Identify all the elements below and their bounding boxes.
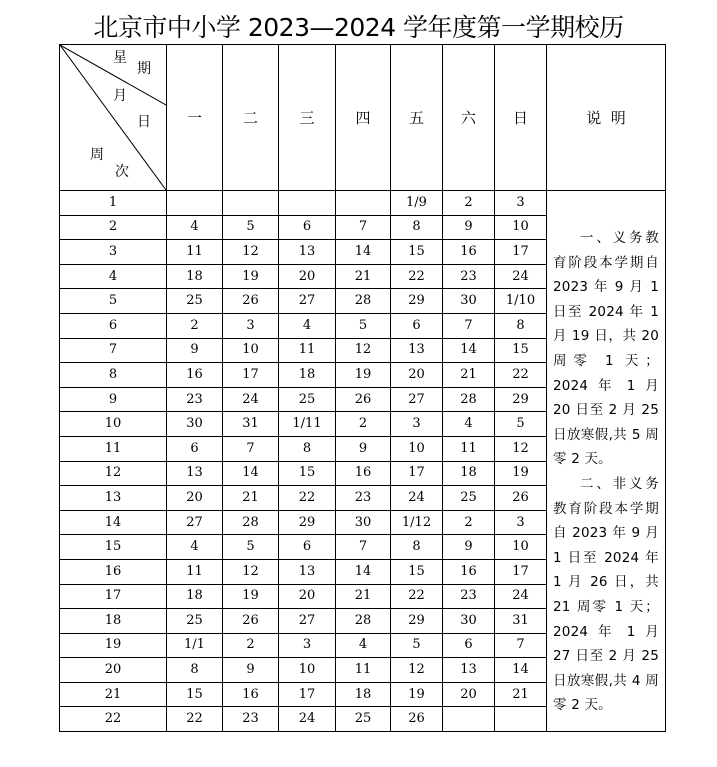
date-cell: 11	[443, 436, 495, 461]
week-number-cell: 4	[60, 264, 167, 289]
week-number-cell: 18	[60, 609, 167, 634]
week-number-cell: 1	[60, 191, 167, 216]
date-cell: 12	[336, 338, 391, 363]
date-cell: 2	[223, 633, 279, 658]
week-number-cell: 21	[60, 682, 167, 707]
date-cell	[279, 191, 336, 216]
date-cell: 21	[223, 486, 279, 511]
date-cell: 22	[495, 363, 547, 388]
date-cell: 23	[167, 387, 223, 412]
date-cell: 23	[223, 707, 279, 732]
date-cell: 19	[223, 264, 279, 289]
date-cell: 15	[279, 461, 336, 486]
date-cell: 17	[279, 682, 336, 707]
date-cell: 23	[336, 486, 391, 511]
date-cell: 22	[279, 486, 336, 511]
date-cell: 14	[223, 461, 279, 486]
date-cell: 29	[279, 510, 336, 535]
date-cell: 12	[495, 436, 547, 461]
date-cell: 8	[391, 215, 443, 240]
date-cell: 24	[223, 387, 279, 412]
date-cell: 15	[167, 682, 223, 707]
date-cell: 14	[495, 658, 547, 683]
date-cell: 6	[279, 215, 336, 240]
date-cell: 13	[167, 461, 223, 486]
date-cell: 3	[495, 191, 547, 216]
date-cell: 29	[391, 609, 443, 634]
date-cell: 22	[391, 264, 443, 289]
date-cell: 18	[279, 363, 336, 388]
week-number-cell: 11	[60, 436, 167, 461]
week-number-cell: 19	[60, 633, 167, 658]
date-cell: 22	[167, 707, 223, 732]
date-cell: 10	[495, 215, 547, 240]
date-cell: 24	[495, 264, 547, 289]
date-cell: 25	[167, 609, 223, 634]
date-cell: 12	[223, 559, 279, 584]
date-cell: 1/11	[279, 412, 336, 437]
date-cell	[443, 707, 495, 732]
date-cell: 28	[443, 387, 495, 412]
week-number-cell: 15	[60, 535, 167, 560]
date-cell: 11	[279, 338, 336, 363]
week-number-cell: 5	[60, 289, 167, 314]
date-cell: 6	[167, 436, 223, 461]
date-cell: 28	[336, 609, 391, 634]
date-cell: 6	[279, 535, 336, 560]
date-cell: 14	[336, 559, 391, 584]
date-cell: 2	[443, 510, 495, 535]
notes-cell	[547, 191, 666, 732]
date-cell: 20	[443, 682, 495, 707]
date-cell: 18	[336, 682, 391, 707]
date-cell: 17	[495, 240, 547, 265]
week-number-cell: 20	[60, 658, 167, 683]
date-cell: 4	[336, 633, 391, 658]
date-cell: 13	[279, 559, 336, 584]
header-day-thu: 四	[336, 45, 391, 191]
corner-label-zhou: 周	[90, 147, 104, 163]
week-row	[60, 191, 666, 216]
date-cell: 26	[495, 486, 547, 511]
date-cell: 3	[391, 412, 443, 437]
date-cell: 17	[495, 559, 547, 584]
header-day-fri: 五	[391, 45, 443, 191]
date-cell: 22	[391, 584, 443, 609]
date-cell: 25	[336, 707, 391, 732]
date-cell: 21	[336, 264, 391, 289]
date-cell: 4	[443, 412, 495, 437]
date-cell: 24	[495, 584, 547, 609]
date-cell: 21	[495, 682, 547, 707]
week-number-cell: 14	[60, 510, 167, 535]
date-cell: 11	[167, 240, 223, 265]
date-cell: 18	[167, 584, 223, 609]
date-cell: 26	[391, 707, 443, 732]
header-row	[60, 45, 666, 191]
date-cell: 16	[167, 363, 223, 388]
date-cell: 11	[336, 658, 391, 683]
date-cell: 16	[223, 682, 279, 707]
date-cell: 6	[391, 313, 443, 338]
date-cell: 9	[223, 658, 279, 683]
date-cell: 20	[279, 584, 336, 609]
date-cell: 31	[495, 609, 547, 634]
date-cell: 19	[223, 584, 279, 609]
date-cell: 14	[336, 240, 391, 265]
week-number-cell: 2	[60, 215, 167, 240]
date-cell: 3	[223, 313, 279, 338]
date-cell: 15	[495, 338, 547, 363]
date-cell: 15	[391, 240, 443, 265]
date-cell: 25	[167, 289, 223, 314]
date-cell: 4	[167, 215, 223, 240]
date-cell: 9	[167, 338, 223, 363]
date-cell: 29	[495, 387, 547, 412]
date-cell: 27	[279, 609, 336, 634]
corner-label-xing: 星	[113, 50, 127, 66]
corner-label-ri: 日	[137, 114, 151, 130]
date-cell: 23	[443, 584, 495, 609]
week-number-cell: 9	[60, 387, 167, 412]
date-cell: 5	[495, 412, 547, 437]
date-cell: 4	[167, 535, 223, 560]
date-cell: 1/10	[495, 289, 547, 314]
date-cell: 20	[279, 264, 336, 289]
date-cell: 9	[443, 535, 495, 560]
week-number-cell: 6	[60, 313, 167, 338]
header-day-wed: 三	[279, 45, 336, 191]
header-day-mon: 一	[167, 45, 223, 191]
date-cell: 19	[336, 363, 391, 388]
date-cell: 5	[336, 313, 391, 338]
date-cell: 3	[279, 633, 336, 658]
week-number-cell: 17	[60, 584, 167, 609]
date-cell: 5	[223, 535, 279, 560]
date-cell: 16	[443, 240, 495, 265]
date-cell	[223, 191, 279, 216]
date-cell: 1/9	[391, 191, 443, 216]
date-cell: 24	[391, 486, 443, 511]
date-cell: 5	[223, 215, 279, 240]
date-cell: 17	[391, 461, 443, 486]
date-cell: 24	[279, 707, 336, 732]
date-cell: 12	[223, 240, 279, 265]
date-cell: 10	[223, 338, 279, 363]
date-cell: 2	[167, 313, 223, 338]
date-cell: 3	[495, 510, 547, 535]
note-compulsory-education: 一、义务教育阶段本学期自 2023 年 9 月 1 日至 2024 年 1 月 19 日，共 20 周零 1 天；2024 年 1 月 20 日至 2 月 25 日放寒假,共 5 周零 2 天。	[553, 230, 659, 468]
date-cell: 9	[443, 215, 495, 240]
date-cell: 21	[443, 363, 495, 388]
date-cell	[495, 707, 547, 732]
date-cell: 8	[495, 313, 547, 338]
date-cell: 30	[336, 510, 391, 535]
date-cell: 13	[443, 658, 495, 683]
date-cell: 27	[279, 289, 336, 314]
header-day-sun: 日	[495, 45, 547, 191]
date-cell: 10	[495, 535, 547, 560]
date-cell: 9	[336, 436, 391, 461]
date-cell: 10	[391, 436, 443, 461]
date-cell: 16	[336, 461, 391, 486]
date-cell: 7	[495, 633, 547, 658]
week-number-cell: 7	[60, 338, 167, 363]
date-cell: 26	[336, 387, 391, 412]
date-cell: 20	[167, 486, 223, 511]
calendar-title: 北京市中小学 2023—2024 学年度第一学期校历	[93, 13, 624, 42]
corner-label-yue: 月	[113, 88, 127, 104]
week-number-cell: 12	[60, 461, 167, 486]
date-cell: 7	[223, 436, 279, 461]
week-number-cell: 13	[60, 486, 167, 511]
date-cell: 21	[336, 584, 391, 609]
date-cell: 19	[391, 682, 443, 707]
date-cell: 8	[167, 658, 223, 683]
date-cell: 8	[279, 436, 336, 461]
date-cell: 5	[391, 633, 443, 658]
date-cell: 8	[391, 535, 443, 560]
week-number-cell: 22	[60, 707, 167, 732]
date-cell: 30	[443, 609, 495, 634]
date-cell: 1/12	[391, 510, 443, 535]
note-non-compulsory-education: 二、非义务教育阶段本学期自 2023 年 9 月 1 日至 2024 年 1 月 26 日，共 21 周零 1 天；2024 年 1 月 27 日至 2 月 25 日放寒假,共 4 周零 2 天。	[553, 476, 659, 714]
date-cell: 30	[443, 289, 495, 314]
date-cell: 18	[443, 461, 495, 486]
date-cell: 25	[279, 387, 336, 412]
date-cell: 6	[443, 633, 495, 658]
week-number-cell: 10	[60, 412, 167, 437]
date-cell: 26	[223, 289, 279, 314]
date-cell: 27	[167, 510, 223, 535]
date-cell: 30	[167, 412, 223, 437]
week-number-cell: 3	[60, 240, 167, 265]
date-cell: 1/1	[167, 633, 223, 658]
date-cell: 2	[443, 191, 495, 216]
header-notes: 说 明	[547, 45, 666, 191]
date-cell	[167, 191, 223, 216]
week-number-cell: 16	[60, 559, 167, 584]
date-cell: 7	[336, 215, 391, 240]
header-day-sat: 六	[443, 45, 495, 191]
date-cell	[336, 191, 391, 216]
corner-label-qi: 期	[137, 61, 151, 77]
date-cell: 10	[279, 658, 336, 683]
date-cell: 28	[336, 289, 391, 314]
date-cell: 7	[336, 535, 391, 560]
date-cell: 4	[279, 313, 336, 338]
date-cell: 28	[223, 510, 279, 535]
date-cell: 25	[443, 486, 495, 511]
corner-label-ci: 次	[115, 164, 129, 180]
corner-header-cell	[60, 45, 167, 191]
date-cell: 31	[223, 412, 279, 437]
date-cell: 7	[443, 313, 495, 338]
date-cell: 15	[391, 559, 443, 584]
date-cell: 19	[495, 461, 547, 486]
header-day-tue: 二	[223, 45, 279, 191]
date-cell: 14	[443, 338, 495, 363]
date-cell: 29	[391, 289, 443, 314]
date-cell: 12	[391, 658, 443, 683]
school-calendar-table	[59, 44, 666, 732]
date-cell: 16	[443, 559, 495, 584]
date-cell: 20	[391, 363, 443, 388]
date-cell: 2	[336, 412, 391, 437]
date-cell: 13	[391, 338, 443, 363]
date-cell: 13	[279, 240, 336, 265]
date-cell: 26	[223, 609, 279, 634]
date-cell: 11	[167, 559, 223, 584]
date-cell: 23	[443, 264, 495, 289]
week-number-cell: 8	[60, 363, 167, 388]
date-cell: 27	[391, 387, 443, 412]
date-cell: 18	[167, 264, 223, 289]
date-cell: 17	[223, 363, 279, 388]
